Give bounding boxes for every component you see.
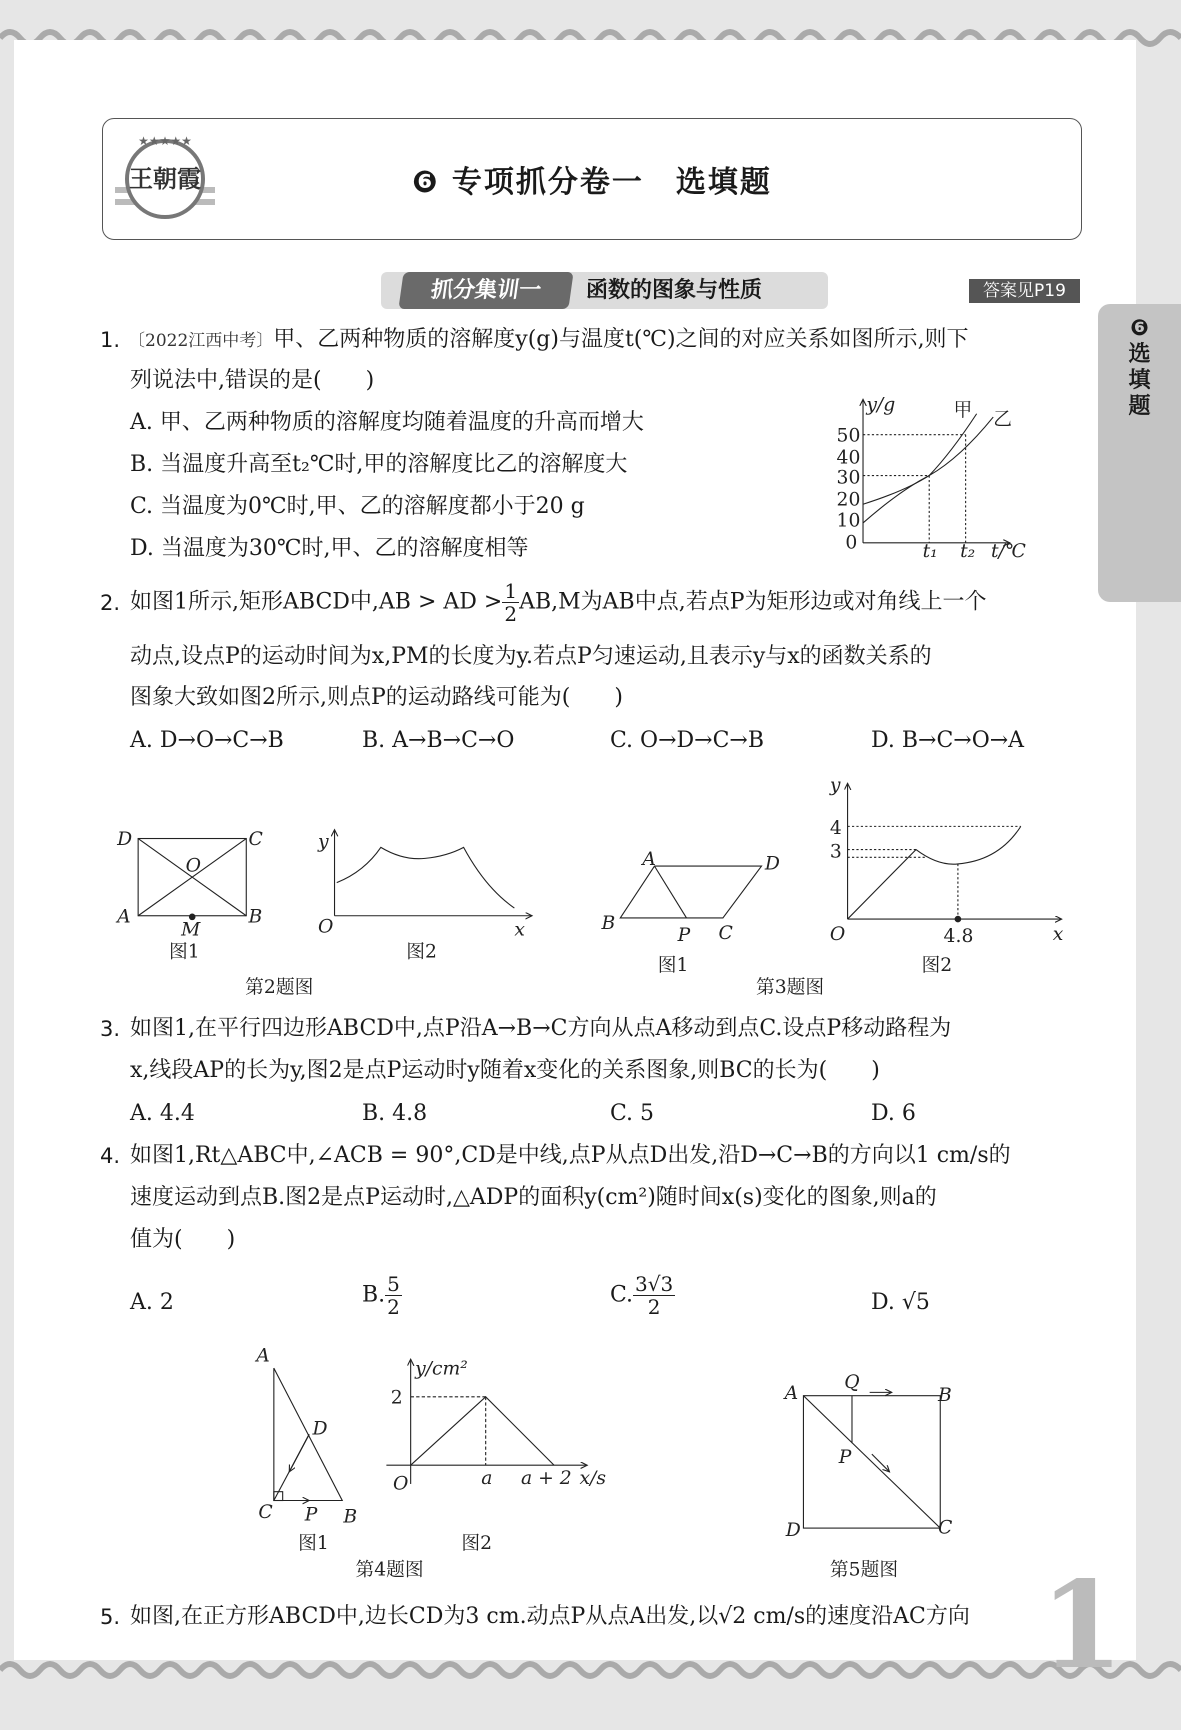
y-axis-label: y/g	[866, 394, 896, 416]
option-d: D. √5	[871, 1290, 930, 1315]
section-tag: 抓分集训一	[398, 272, 573, 309]
figure-caption: 图2	[461, 1533, 493, 1555]
vertex-label: A	[256, 1345, 270, 1367]
axis-label: y	[317, 831, 329, 853]
x-tick: a	[481, 1467, 493, 1489]
stem-line: 如图1,在平行四边形ABCD中,点P沿A→B→C方向从点A移动到点C.设点P移动路程为	[130, 1016, 952, 1041]
origin-label: O	[393, 1473, 409, 1495]
stem-line: 图象大致如图2所示,则点P的运动路线可能为( )	[130, 685, 623, 710]
vertex-label: B	[601, 912, 616, 934]
vertex-label: A	[642, 849, 656, 870]
q4-figure-1-triangle	[274, 1368, 342, 1500]
vertex-label: C	[718, 922, 733, 944]
vertex-label: O	[185, 855, 201, 877]
option-c: C. 当温度为0℃时,甲、乙的溶解度都小于20 g	[130, 494, 585, 519]
curve-jia	[863, 414, 977, 504]
x-tick: a + 2	[520, 1467, 572, 1489]
vertex-label: C	[248, 829, 263, 851]
side-tab-char: 填	[1128, 368, 1151, 393]
y-tick: 4	[829, 818, 842, 840]
side-tab-char: 题	[1128, 394, 1151, 419]
vertex-label: D	[312, 1418, 328, 1440]
vertex-label: D	[785, 1519, 801, 1541]
option-a: A. 甲、乙两种物质的溶解度均随着温度的升高而增大	[130, 410, 644, 435]
q2-figure-2-graph	[335, 830, 532, 916]
answer-reference-badge: 答案见P19	[969, 279, 1080, 303]
axis-label: y	[829, 775, 841, 797]
question-number: 4.	[100, 1144, 121, 1168]
option-a: A. 2	[130, 1290, 174, 1315]
figure-caption: 图2	[406, 941, 437, 963]
q5-figure-square	[803, 1392, 940, 1528]
vertex-label: Q	[844, 1371, 860, 1393]
option-a: A. 4.4	[130, 1101, 195, 1126]
figure-caption: 图1	[657, 954, 689, 976]
vertex-label: A	[117, 906, 131, 928]
stem-text: 如图1所示,矩形ABCD中,AB > AD >	[130, 589, 503, 615]
y-tick: 3	[829, 841, 842, 863]
axis-label: x	[1052, 924, 1064, 946]
figure-caption: 第3题图	[755, 976, 825, 998]
page-number: 1	[1040, 1555, 1124, 1696]
q1-solubility-graph	[863, 399, 1010, 542]
question-number: 5.	[100, 1605, 121, 1629]
stem-line: x,线段AP的长为y,图2是点P运动时y随着x变化的关系图象,则BC的长为( )	[130, 1058, 880, 1083]
stem-text: AB,M为AB中点,若点P为矩形边或对角线上一个	[519, 589, 987, 615]
side-tab-char: 选	[1128, 342, 1151, 367]
option-label: B.	[362, 1282, 386, 1308]
x-tick: t₁	[922, 541, 938, 563]
vertex-label: B	[248, 906, 263, 928]
vertex-label: C	[258, 1502, 273, 1524]
axis-label: y/cm²	[415, 1358, 468, 1380]
page-title: ❻ 专项抓分卷一 选填题	[412, 165, 772, 200]
option-label: C.	[610, 1282, 634, 1308]
vertex-label: C	[938, 1517, 953, 1539]
legend-jia: 甲	[953, 399, 973, 421]
side-tab-number: ❻	[1130, 316, 1149, 341]
question-number: 3.	[100, 1017, 121, 1041]
q3-figure-2-graph	[848, 783, 1062, 921]
y-tick: 50	[836, 425, 861, 447]
denominator: 2	[504, 602, 518, 626]
vertex-label: P	[677, 925, 691, 947]
vertex-label: M	[181, 919, 201, 941]
q3-figure-1-parallelogram	[620, 866, 761, 918]
vertex-label: P	[838, 1446, 852, 1468]
figure-caption: 图1	[169, 941, 200, 963]
numerator: 1	[504, 579, 518, 603]
vertex-label: P	[304, 1504, 318, 1526]
y-tick: 40	[836, 447, 861, 469]
y-tick: 2	[390, 1387, 403, 1409]
origin-label: O	[829, 924, 846, 946]
stem-line: 列说法中,错误的是( )	[130, 368, 375, 393]
option-c: C. O→D→C→B	[610, 728, 765, 753]
q2-figure-1-rectangle	[138, 839, 246, 920]
x-tick: 4.8	[943, 926, 974, 948]
legend-yi: 乙	[993, 408, 1012, 430]
vertex-label: A	[784, 1383, 799, 1405]
x-tick: t₂	[960, 541, 976, 563]
svg-text:★★★★★: ★★★★★	[138, 134, 192, 148]
vertex-label: B	[343, 1506, 358, 1528]
curve-yi	[863, 417, 993, 523]
y-tick: 10	[836, 510, 861, 532]
question-number: 1.	[100, 328, 121, 352]
option-d: D. 当温度为30℃时,甲、乙的溶解度相等	[130, 536, 529, 561]
stem-line: 动点,设点P的运动时间为x,PM的长度为y.若点P匀速运动,且表示y与x的函数关系的	[130, 644, 932, 669]
y-tick: 20	[836, 489, 861, 511]
figure-caption: 图2	[921, 954, 953, 976]
figure-caption: 图1	[298, 1533, 329, 1555]
stem-line: 甲、乙两种物质的溶解度y(g)与温度t(℃)之间的对应关系如图所示,则下	[273, 327, 969, 352]
figure-caption: 第2题图	[245, 976, 314, 998]
svg-text:王朝霞: 王朝霞	[129, 164, 201, 193]
option-d: D. B→C→O→A	[871, 728, 1025, 753]
option-b: B. 当温度升高至t₂℃时,甲的溶解度比乙的溶解度大	[130, 452, 628, 477]
numerator: 3√3	[635, 1272, 674, 1296]
option-d: D. 6	[871, 1101, 916, 1126]
vertex-label: D	[117, 829, 133, 851]
question-source: 〔2022江西中考〕	[128, 331, 274, 351]
axis-label: x/s	[579, 1467, 606, 1489]
figure-caption: 第5题图	[829, 1559, 899, 1581]
stem-line: 值为( )	[130, 1227, 236, 1252]
figure-caption: 第4题图	[355, 1559, 424, 1581]
y-tick: 0	[845, 532, 858, 554]
stem-line: 速度运动到点B.图2是点P运动时,△ADP的面积y(cm²)随时间x(s)变化的图象,则a的	[130, 1185, 937, 1210]
denominator: 2	[387, 1295, 400, 1319]
x-axis-label: t/℃	[991, 541, 1026, 563]
option-c: C. 5	[610, 1101, 655, 1126]
vertex-label: D	[764, 853, 780, 875]
section-title: 函数的图象与性质	[586, 278, 763, 303]
question-number: 2.	[100, 591, 121, 615]
numerator: 5	[387, 1272, 400, 1296]
option-a: A. D→O→C→B	[130, 728, 284, 753]
option-b: B. A→B→C→O	[362, 728, 515, 753]
vertex-label: B	[938, 1385, 952, 1407]
stem-line: 如图1,Rt△ABC中,∠ACB = 90°,CD是中线,点P从点D出发,沿D→C→B的方向以1 cm/s的	[130, 1143, 1011, 1168]
origin-label: O	[317, 916, 334, 938]
stem-line: 如图,在正方形ABCD中,边长CD为3 cm.动点P从点A出发,以√2 cm/s的速度沿AC方向	[130, 1604, 970, 1629]
denominator: 2	[647, 1295, 661, 1319]
y-tick: 30	[836, 467, 861, 489]
axis-label: x	[514, 919, 525, 941]
option-b: B. 4.8	[362, 1101, 428, 1126]
